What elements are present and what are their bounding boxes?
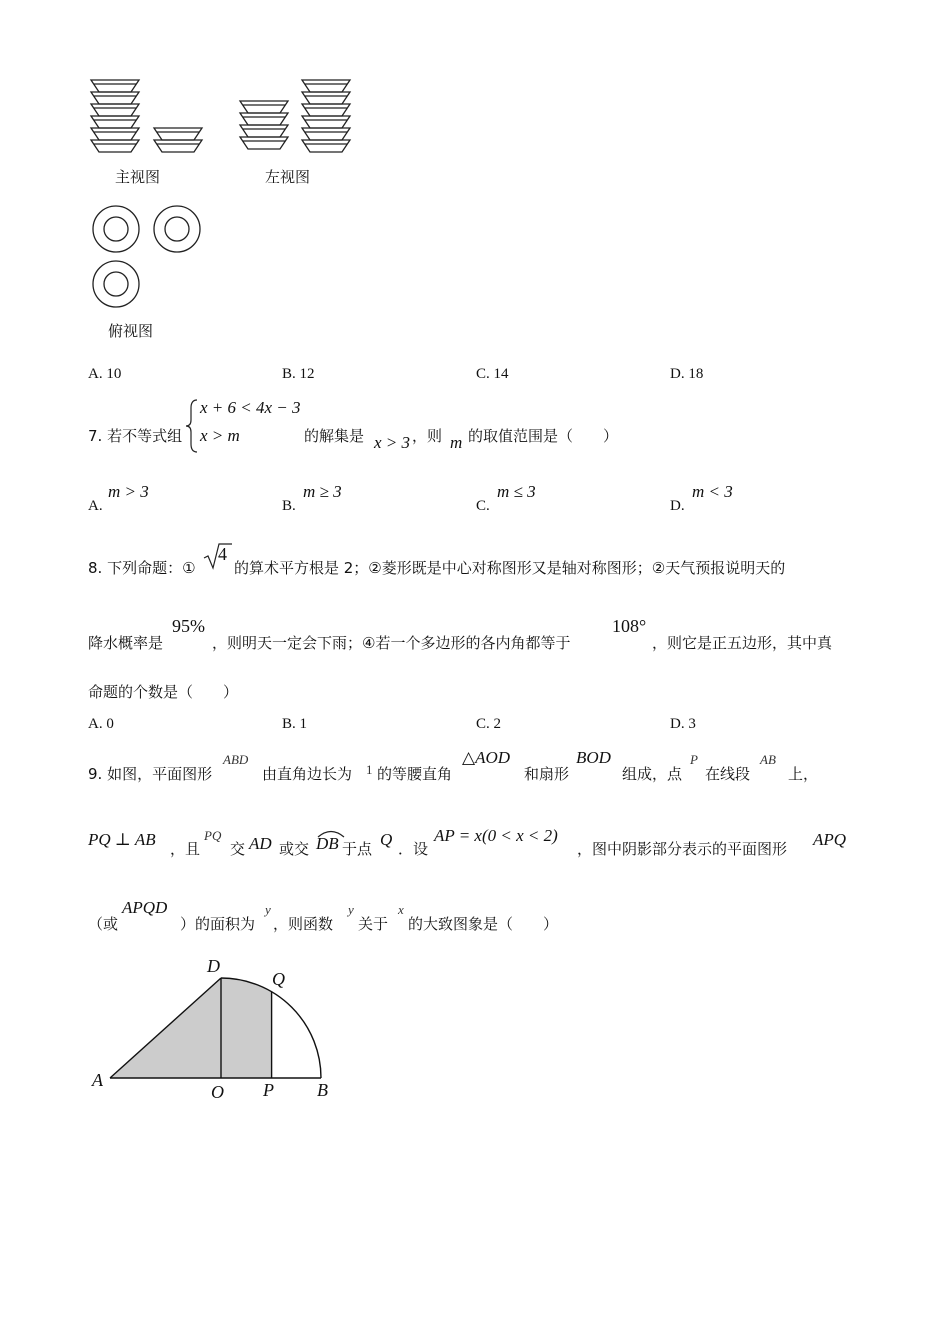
q7-option-d-label: D. [670,498,685,514]
q8-line2-end: ，则它是正五边形，其中真 [652,634,833,652]
front-view-stack-left [91,80,139,152]
q8-line3: 命题的个数是（ ） [88,683,239,701]
left-view-label: 左视图 [265,168,311,186]
front-view-stack-right [154,128,202,152]
label-p: P [263,1080,274,1100]
q9-line1-e: 组成，点 [622,765,683,783]
q8-option-a: A. 0 [88,716,114,732]
label-b: B [317,1080,328,1100]
q7-m: m [450,433,463,452]
q8-line1-start: 8. 下列命题：① [88,559,196,577]
front-view-label: 主视图 [115,168,161,186]
q9-line3-c: ，则函数 [273,915,334,933]
q9-y1: y [265,902,271,917]
three-view-figure [80,72,380,342]
q8-option-b: B. 1 [282,716,308,732]
q8-line1-rest: 的算术平方根是 2；②菱形既是中心对称图形又是轴对称图形；②天气预报说明天的 [234,559,786,577]
q9-apqd: APQD [122,898,168,917]
q9-q: Q [380,830,393,849]
q9-triangle-aod: △AOD [462,748,511,767]
q7-then: ，则 [412,427,443,445]
q8-percent: 95% [172,616,205,636]
q7-inequality-1: x + 6 < 4x − 3 [200,398,301,417]
q9-line3-a: （或 [88,915,119,933]
q9-pq: PQ [204,828,222,843]
q7-option-a-math: m > 3 [108,482,149,501]
top-view-plate-1 [93,206,139,252]
q6-option-b: B. 12 [282,366,315,382]
shaded-sector-part [221,978,272,1078]
label-a: A [92,1070,103,1090]
q7-inequality-2: x > m [200,426,240,445]
q9-line3-e: 的大致图象是（ ） [408,915,559,933]
top-view-label: 俯视图 [108,322,154,340]
q7-brace [185,398,199,454]
q7-suffix: 的取值范围是（ ） [468,427,619,445]
q7-mid-text: 的解集是 [304,427,365,445]
q8-option-d: D. 3 [670,716,696,732]
q9-line1-start: 9. 如图，平面图形 [88,765,213,783]
q7-option-d-math: m < 3 [692,482,733,501]
q9-one: 1 [366,762,373,777]
q8-line2-start: 降水概率是 [88,634,164,652]
q6-option-d: D. 18 [670,366,704,382]
q9-line1-b: 由直角边长为 [262,765,353,783]
q7-option-b-math: m ≥ 3 [303,482,342,501]
q9-line2-c: 或交 [279,840,310,858]
left-view-stack-right [302,80,350,152]
q7-option-b-label: B. [282,498,296,514]
q7-option-c-label: C. [476,498,490,514]
top-view-plate-3 [93,261,139,307]
q9-geometry-figure [85,950,345,1105]
q9-line2-b: 交 [230,840,246,858]
q9-line1-c: 的等腰直角 [377,765,453,783]
q9-y2: y [348,902,354,917]
q9-line1-g: 上， [788,765,819,783]
q8-option-c: C. 2 [476,716,502,732]
q7-option-c-math: m ≤ 3 [497,482,536,501]
q9-abd: ABD [223,752,249,767]
q9-line3-b: ）的面积为 [180,915,256,933]
q9-bod: BOD [576,748,611,767]
q9-apq: APQ [813,830,847,849]
q7-solution: x > 3 [374,433,411,452]
q9-line3-d: 关于 [358,915,389,933]
q7-prefix: 7. 若不等式组 [88,427,183,445]
q8-sqrt-number: 4 [218,544,227,564]
top-view-plate-2 [154,206,200,252]
q8-line2-mid: ，则明天一定会下雨；④若一个多边形的各内角都等于 [212,634,571,652]
q9-line1-f: 在线段 [705,765,751,783]
left-view-stack-left [240,101,288,149]
q9-line1-d: 和扇形 [524,765,570,783]
q9-line2-e: ．设 [398,840,429,858]
label-o: O [211,1082,224,1102]
label-q: Q [272,969,285,989]
q9-p: P [690,752,698,767]
q8-degree: 108° [612,616,647,636]
label-d: D [207,956,220,976]
q7-option-a-label: A. [88,498,103,514]
q9-line2-d: 于点 [342,840,373,858]
q9-ab: AB [760,752,776,767]
q9-perp: PQ ⊥ AB [88,830,156,849]
q9-line2-a: ，且 [170,840,201,858]
q9-line2-f: ，图中阴影部分表示的平面图形 [577,840,788,858]
q9-x: x [398,902,404,917]
q9-ad: AD [249,834,272,853]
q9-arc-db: DB [316,834,339,853]
q6-option-c: C. 14 [476,366,509,382]
q9-ap-definition: AP = x(0 < x < 2) [434,826,558,845]
q6-option-a: A. 10 [88,366,122,382]
